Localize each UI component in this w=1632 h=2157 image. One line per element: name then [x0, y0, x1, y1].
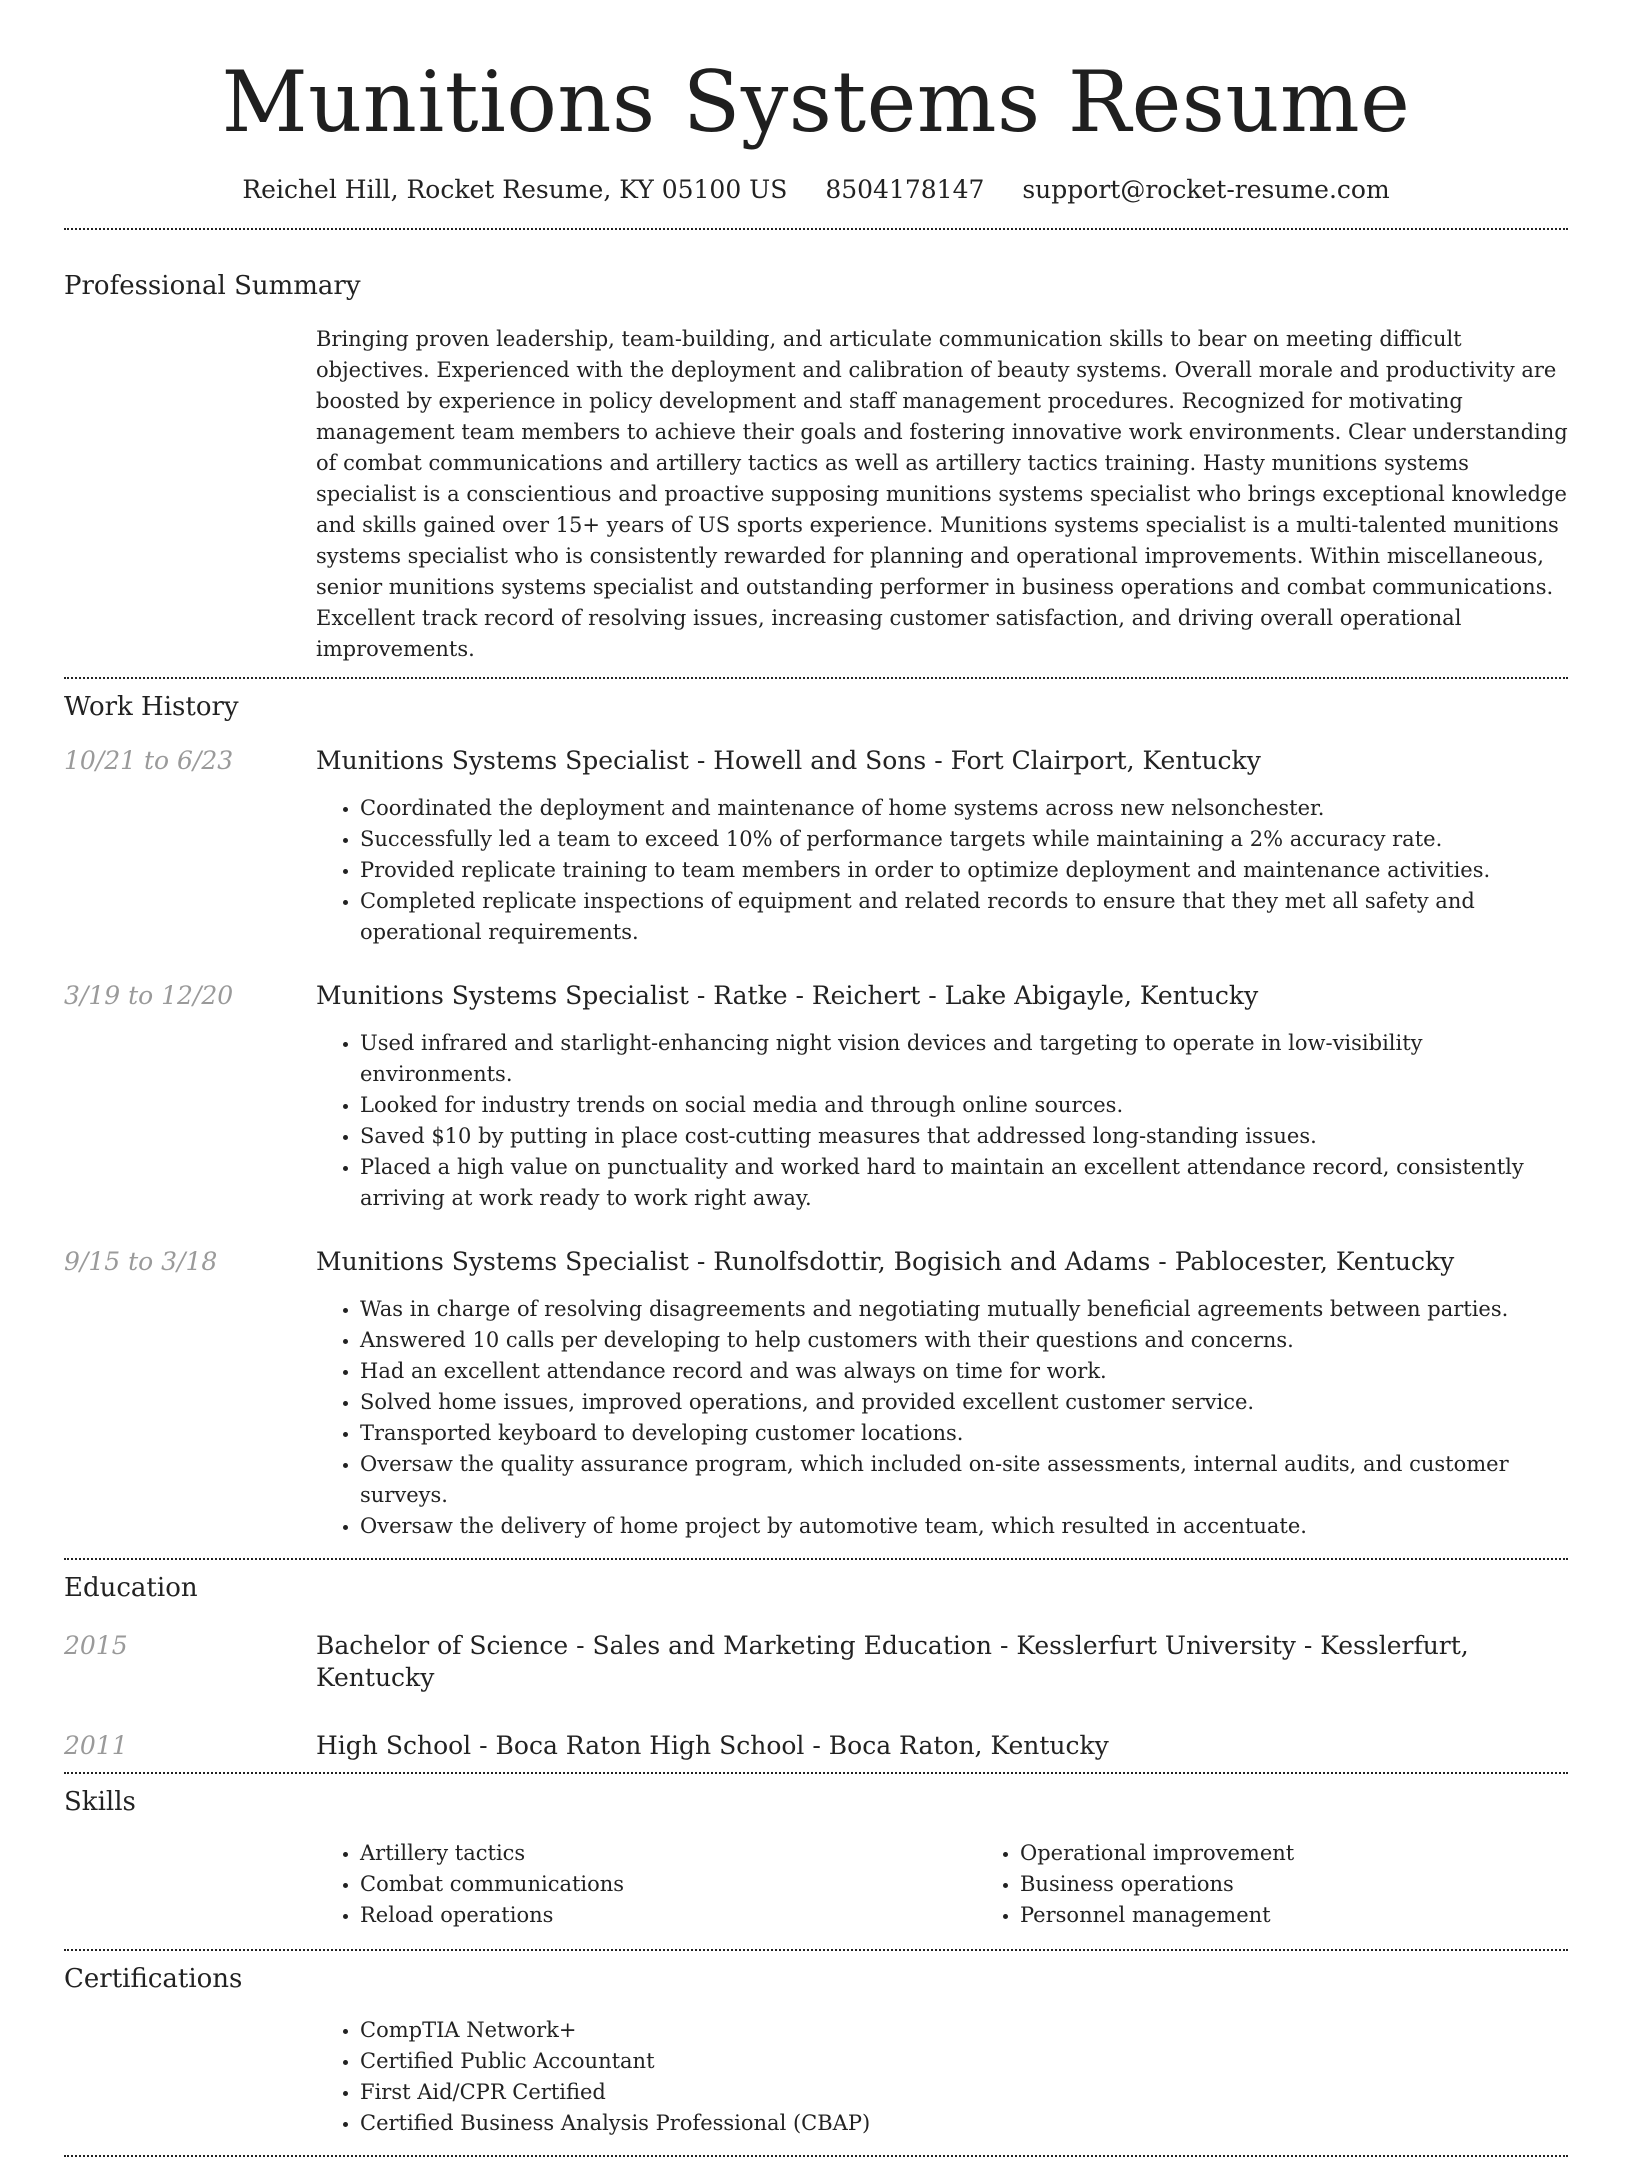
section-title-certifications: Certifications — [64, 1964, 243, 1994]
section-title-skills: Skills — [64, 1787, 136, 1817]
job-entry — [64, 1246, 1568, 1542]
certification-item: • Certified Public Accountant — [360, 2046, 1568, 2077]
certification-item: • Certified Business Analysis Professional (CBAP) — [360, 2108, 1568, 2139]
job-details: - Howell and Sons - Fort Clairport, Kentucky — [688, 746, 1261, 775]
job-entry — [64, 745, 1568, 948]
section-title-work-history: Work History — [64, 692, 239, 722]
job-bullet: • Solved home issues, improved operations, and provided excellent customer service. — [360, 1387, 1568, 1418]
skill-item: • Artillery tactics — [360, 1838, 976, 1869]
section-summary — [64, 230, 1568, 665]
education-heading — [316, 1630, 1568, 1694]
certifications-list — [316, 2015, 1568, 2139]
certification-item: • CompTIA Network+ — [360, 2015, 1568, 2046]
section-certifications — [64, 1951, 1568, 2139]
job-bullets — [316, 1028, 1568, 1214]
job-heading — [316, 745, 1568, 777]
job-bullets — [316, 793, 1568, 948]
job-title: Munitions Systems Specialist — [316, 981, 689, 1010]
section-title-education: Education — [64, 1573, 198, 1603]
skill-item: • Business operations — [1020, 1869, 1632, 1900]
education-degree: High School — [316, 1731, 472, 1760]
job-bullet: • Used infrared and starlight-enhancing night vision devices and targeting to operate in low-visibility environments. — [360, 1028, 1568, 1090]
section-skills — [64, 1774, 1568, 1931]
resume-title: Munitions Systems Resume — [221, 53, 1411, 151]
contact-phone: 8504178147 — [825, 175, 985, 204]
education-year: 2011 — [64, 1731, 128, 1760]
job-heading — [316, 1246, 1568, 1278]
education-details: - Kesslerfurt University - Kesslerfurt, Kentucky — [316, 1631, 1469, 1692]
job-bullets — [316, 1294, 1568, 1542]
skills-list-right — [976, 1838, 1632, 1931]
job-details: - Runolfsdottir, Bogisich and Adams - Pablocester, Kentucky — [688, 1247, 1455, 1276]
education-entry — [64, 1630, 1568, 1694]
education-year: 2015 — [64, 1631, 128, 1660]
skill-item: • Personnel management — [1020, 1900, 1632, 1931]
contact-email: support@rocket-resume.com — [1022, 175, 1390, 204]
job-title: Munitions Systems Specialist — [316, 746, 689, 775]
job-bullet: • Answered 10 calls per developing to help customers with their questions and concerns. — [360, 1325, 1568, 1356]
skill-item: • Reload operations — [360, 1900, 976, 1931]
skills-list-left — [316, 1838, 976, 1931]
section-work-history — [64, 679, 1568, 1542]
job-heading — [316, 980, 1568, 1012]
job-bullet: • Oversaw the delivery of home project by automotive team, which resulted in accentuate. — [360, 1511, 1568, 1542]
job-bullet: • Had an excellent attendance record and was always on time for work. — [360, 1356, 1568, 1387]
education-heading — [316, 1730, 1568, 1762]
job-title: Munitions Systems Specialist — [316, 1247, 689, 1276]
contact-info — [64, 174, 1568, 206]
education-degree: Bachelor of Science - Sales and Marketing Education — [316, 1631, 993, 1660]
job-bullet: • Coordinated the deployment and maintenance of home systems across new nelsonchester. — [360, 793, 1568, 824]
education-details: - Boca Raton High School - Boca Raton, Kentucky — [471, 1731, 1109, 1760]
skill-item: • Operational improvement — [1020, 1838, 1632, 1869]
education-entry — [64, 1730, 1568, 1762]
job-dates: 3/19 to 12/20 — [64, 981, 234, 1010]
job-bullet: • Was in charge of resolving disagreements and negotiating mutually beneficial agreements between parties. — [360, 1294, 1568, 1325]
summary-text: Bringing proven leadership, team-building, and articulate communication skills to bear on meeting difficult objectives. Experienced with the deployment and calibration of beauty systems. Overall morale and productivity are boosted by experience in policy development and staff management procedures. Recognized for motivating management team members to achieve their goals and fostering innovative work environments. Clear understanding of combat communications and artillery tactics as well as artillery tactics training. Hasty munitions systems specialist is a conscientious and proactive supposing munitions systems specialist who brings exceptional knowledge and skills gained over 15+ years of US sports experience. Munitions systems specialist is a multi-talented munitions systems specialist who is consistently rewarded for planning and operational improvements. Within miscellaneous, senior munitions systems specialist and outstanding performer in business operations and combat communications. Excellent track record of resolving issues, increasing customer satisfaction, and driving overall operational improvements. — [316, 327, 1568, 661]
job-bullet: • Looked for industry trends on social media and through online sources. — [360, 1090, 1568, 1121]
job-dates: 10/21 to 6/23 — [64, 746, 234, 775]
job-bullet: • Successfully led a team to exceed 10% of performance targets while maintaining a 2% accuracy rate. — [360, 824, 1568, 855]
contact-address: Reichel Hill, Rocket Resume, KY 05100 US — [242, 175, 788, 204]
job-details: - Ratke - Reichert - Lake Abigayle, Kentucky — [688, 981, 1259, 1010]
job-bullet: • Completed replicate inspections of equipment and related records to ensure that they met all safety and operational requirements. — [360, 886, 1568, 948]
job-bullet: • Transported keyboard to developing customer locations. — [360, 1418, 1568, 1449]
certification-item: • First Aid/CPR Certified — [360, 2077, 1568, 2108]
job-entry — [64, 980, 1568, 1214]
job-dates: 9/15 to 3/18 — [64, 1247, 218, 1276]
job-bullet: • Provided replicate training to team members in order to optimize deployment and maintenance activities. — [360, 855, 1568, 886]
section-title-summary: Professional Summary — [64, 271, 361, 301]
job-bullet: • Oversaw the quality assurance program, which included on-site assessments, internal audits, and customer surveys. — [360, 1449, 1568, 1511]
job-bullet: • Placed a high value on punctuality and worked hard to maintain an excellent attendance record, consistently arriving at work ready to work right away. — [360, 1152, 1568, 1214]
section-education — [64, 1560, 1568, 1762]
job-bullet: • Saved $10 by putting in place cost-cutting measures that addressed long-standing issues. — [360, 1121, 1568, 1152]
skill-item: • Combat communications — [360, 1869, 976, 1900]
